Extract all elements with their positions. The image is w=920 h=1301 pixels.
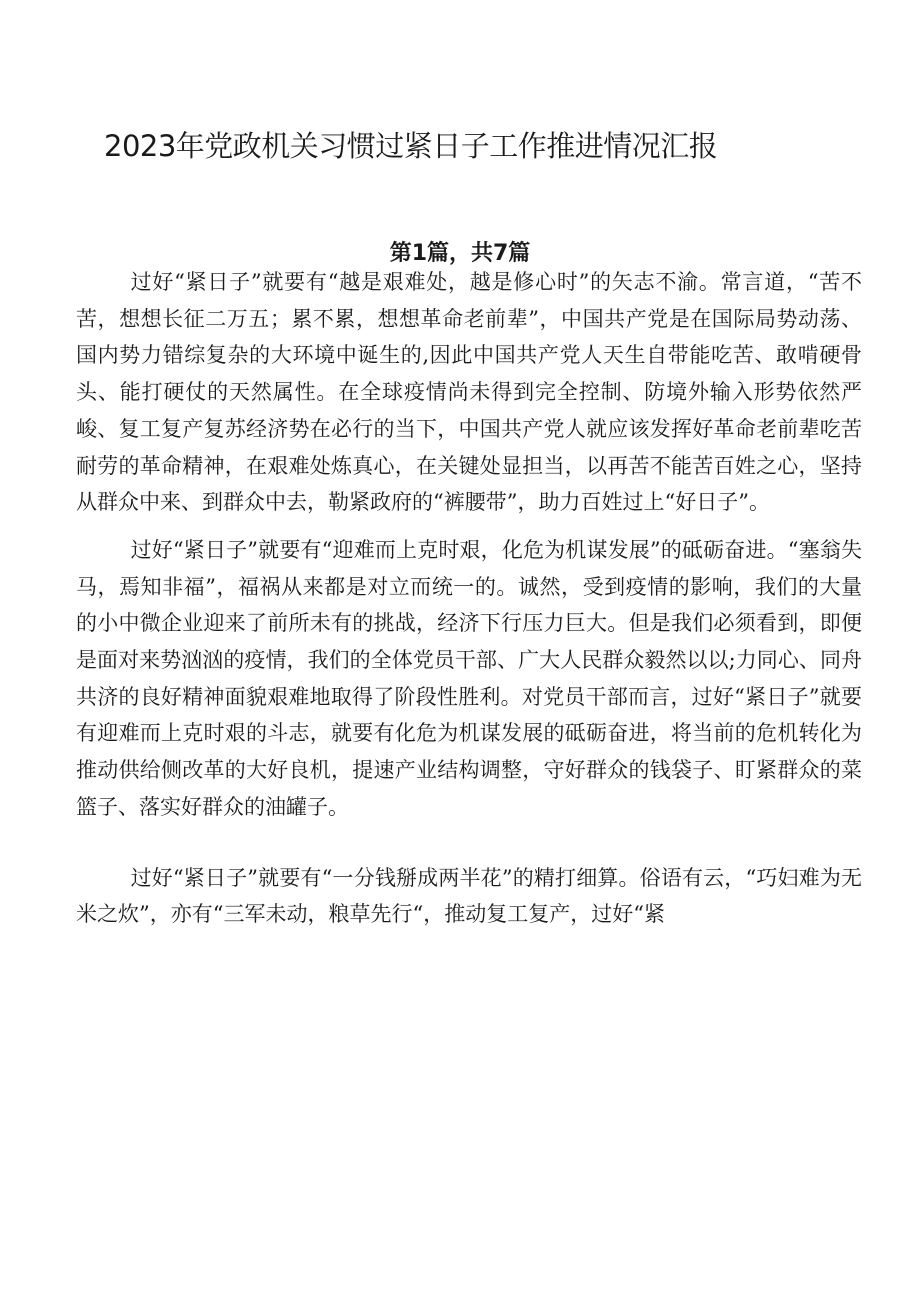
paragraph: 过好“紧日子”就要有“一分钱掰成两半花”的精打细算。俗语有云，“巧妇难为无米之炊”，亦有“三军未动，粮草先行“，推动复工复产，过好“紧 [76,865,862,927]
paragraph: 过好“紧日子”就要有“越是艰难处，越是修心时”的矢志不渝。常言道，“苦不苦，想想长征二万五；累不累，想想革命老前辈”，中国共产党是在国际局势动荡、国内势力错综复杂的大环境中诞生的,因此中国共产党人天生自带能吃苦、敢啃硬骨头、能打硬仗的天然属性。在全球疫情尚未得到完全控制、防境外输入形势依然严峻、复工复产复苏经济势在必行的当下，中国共产党人就应该发挥好革命老前辈吃苦耐劳的革命精神，在艰难处炼真心，在关键处显担当，以再苦不能苦百姓之心，坚持从群众中来、到群众中去，勒紧政府的“裤腰带”，助力百姓过上“好日子”。 [76,270,862,515]
part-heading: 第1篇，共7篇 [389,241,531,266]
paragraph: 过好“紧日子”就要有“迎难而上克时艰，化危为机谋发展”的砥砺奋进。“塞翁失马，焉知非福”，福祸从来都是对立而统一的。诚然，受到疫情的影响，我们的大量的小中微企业迎来了前所未有的挑战，经济下行压力巨大。但是我们必须看到，即便是面对来势汹汹的疫情，我们的全体党员干部、广大人民群众毅然以以;力同心、同舟共济的良好精神面貌艰难地取得了阶段性胜利。对党员干部而言，过好“紧日子”就要有迎难而上克时艰的斗志，就要有化危为机谋发展的砥砺奋进，将当前的危机转化为推动供给侧改革的大好良机，提速产业结构调整，守好群众的钱袋子、盯紧群众的菜篮子、落实好群众的油罐子。 [76,537,862,819]
document-body [76,264,862,933]
document-title: 2023年党政机关习惯过紧日子工作推进情况汇报 [104,129,718,163]
